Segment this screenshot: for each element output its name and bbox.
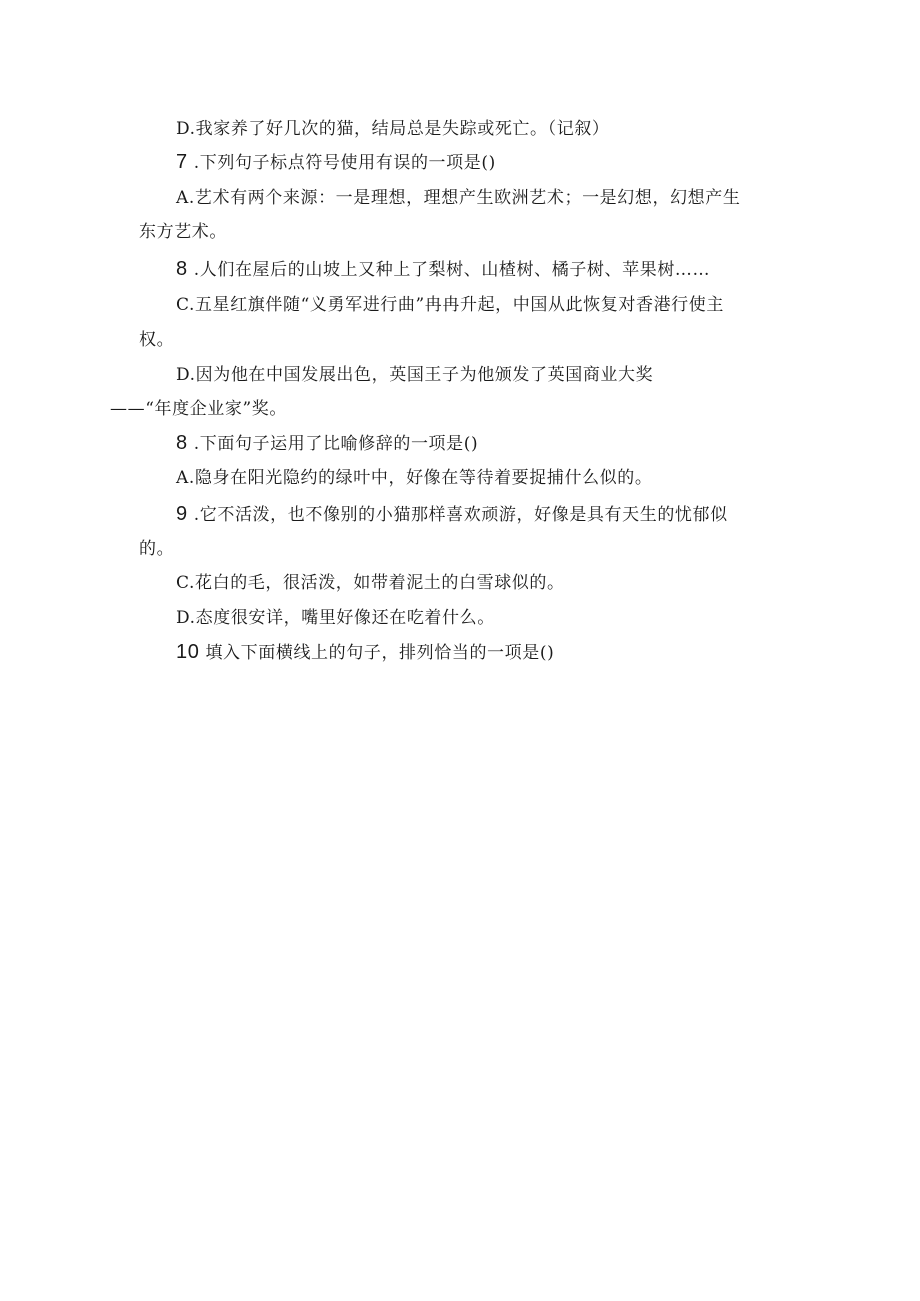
- option-a-line: [0, 467, 920, 489]
- question-10-line: [0, 641, 920, 664]
- question-number: 9: [176, 503, 188, 525]
- option-a-line: [0, 187, 920, 209]
- line-text: .它不活泼，也不像别的小猫那样喜欢顽游，好像是具有天生的忧郁似: [193, 505, 728, 525]
- question-number: 10: [176, 641, 200, 663]
- line-text: A.隐身在阳光隐约的绿叶中，好像在等待着要捉捕什么似的。: [176, 468, 653, 488]
- continuation-line: [0, 221, 920, 243]
- option-d-line: [0, 118, 920, 140]
- line-text: 权。: [139, 330, 175, 350]
- option-d-line: [0, 607, 920, 629]
- question-9-line: [0, 503, 920, 526]
- line-text: .人们在屋后的山坡上又种上了梨树、山楂树、橘子树、苹果树……: [193, 260, 711, 280]
- line-text: ——“年度企业家”奖。: [110, 399, 287, 419]
- line-text: 东方艺术。: [139, 222, 227, 242]
- question-8-line: [0, 432, 920, 455]
- question-8-line: [0, 258, 920, 281]
- continuation-line: [0, 398, 920, 420]
- continuation-line: [0, 329, 920, 351]
- continuation-line: [0, 538, 920, 560]
- question-number: 8: [176, 432, 188, 454]
- line-text: 的。: [139, 539, 175, 559]
- question-number: 8: [176, 258, 188, 280]
- line-text: C.五星红旗伴随“义勇军进行曲”冉冉升起，中国从此恢复对香港行使主: [176, 295, 724, 315]
- line-text: .下列句子标点符号使用有误的一项是(): [193, 153, 496, 173]
- option-c-line: [0, 572, 920, 594]
- line-text: A.艺术有两个来源：一是理想，理想产生欧洲艺术；一是幻想，幻想产生: [176, 188, 741, 208]
- option-d-line: [0, 364, 920, 386]
- line-text: D.我家养了好几次的猫，结局总是失踪或死亡。（记叙）: [176, 119, 610, 139]
- line-text: .下面句子运用了比喻修辞的一项是(): [193, 434, 479, 454]
- line-text: 填入下面横线上的句子，排列恰当的一项是(): [205, 643, 555, 663]
- line-text: D.态度很安详，嘴里好像还在吃着什么。: [176, 608, 495, 628]
- option-c-line: [0, 294, 920, 316]
- line-text: D.因为他在中国发展出色，英国王子为他颁发了英国商业大奖: [176, 365, 654, 385]
- question-7-line: [0, 151, 920, 174]
- question-number: 7: [176, 151, 188, 173]
- line-text: C.花白的毛，很活泼，如带着泥土的白雪球似的。: [176, 573, 565, 593]
